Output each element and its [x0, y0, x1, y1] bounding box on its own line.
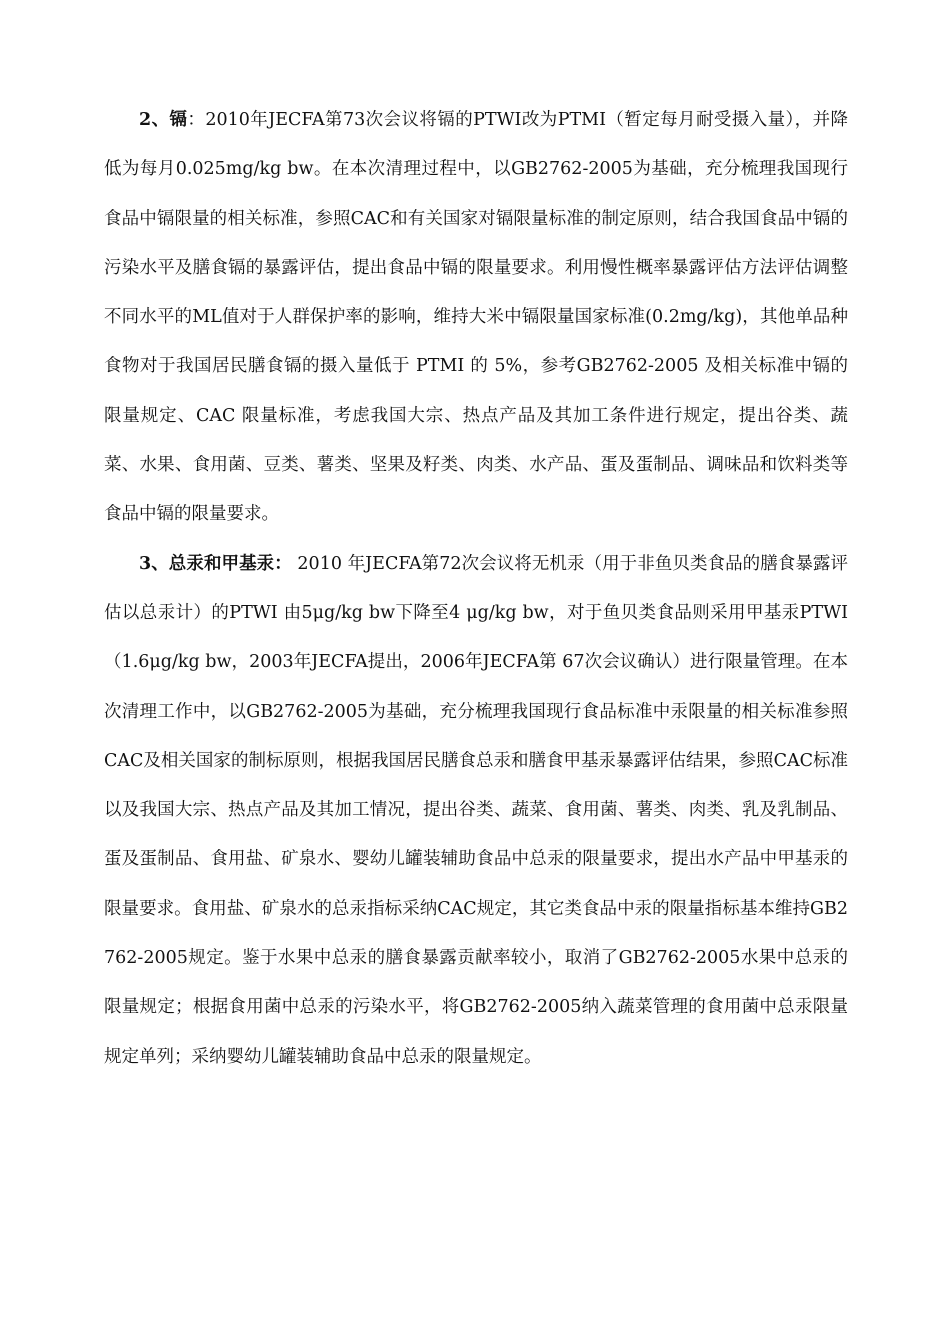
paragraph-text-cadmium: 2010年JECFA第73次会议将镉的PTWI改为PTMI（暂定每月耐受摄入量），并降低为每月0.025mg/kg bw。在本次清理过程中，以GB2762-2005为基础，充分梳理我国现行食品中镉限量的相关标准，参照CAC和有关国家对镉限量标准的制定原则，结合我国食品中镉的污染水平及膳食镉的暴露评估，提出食品中镉的限量要求。利用慢性概率暴露评估方法评估调整不同水平的ML值对于人群保护率的影响，维持大米中镉限量国家标准(0.2mg/kg)，其他单品种食物对于我国居民膳食镉的摄入量低于 PTMI 的 5%，参考GB2762-2005 及相关标准中镉的限量规定、CAC 限量标准，考虑我国大宗、热点产品及其加工条件进行规定，提出谷类、蔬菜、水果、食用菌、豆类、薯类、坚果及籽类、肉类、水产品、蛋及蛋制品、调味品和饮料类等食品中镉的限量要求。	[104, 110, 849, 525]
section-heading-cadmium: 2、镉	[139, 110, 188, 130]
paragraph-text-mercury: 2010 年JECFA第72次会议将无机汞（用于非鱼贝类食品的膳食暴露评估以总汞计）的PTWI 由5μg/kg bw下降至4 μg/kg bw，对于鱼贝类食品则采用甲基汞PTWI（1.6μg/kg bw，2003年JECFA提出，2006年JECFA第 67次会议确认）进行限量管理。在本次清理工作中，以GB2762-2005为基础，充分梳理我国现行食品标准中汞限量的相关标准参照CAC及相关国家的制标原则，根据我国居民膳食总汞和膳食甲基汞暴露评估结果，参照CAC标准以及我国大宗、热点产品及其加工情况，提出谷类、蔬菜、食用菌、薯类、肉类、乳及乳制品、蛋及蛋制品、食用盐、矿泉水、婴幼儿罐装辅助食品中总汞的限量要求，提出水产品中甲基汞的限量要求。食用盐、矿泉水的总汞指标采纳CAC规定，其它类食品中汞的限量指标基本维持GB2762-2005规定。鉴于水果中总汞的膳食暴露贡献率较小，取消了GB2762-2005水果中总汞的限量规定；根据食用菌中总汞的污染水平，将GB2762-2005纳入蔬菜管理的食用菌中总汞限量规定单列；采纳婴幼儿罐装辅助食品中总汞的限量规定。	[104, 553, 848, 1067]
document-body	[104, 96, 848, 1082]
paragraph-cadmium	[104, 96, 848, 540]
heading-separator: ：	[274, 553, 292, 574]
paragraph-mercury	[104, 540, 848, 1082]
section-heading-mercury: 3、总汞和甲基汞	[139, 553, 275, 574]
heading-separator: ：	[187, 110, 206, 130]
